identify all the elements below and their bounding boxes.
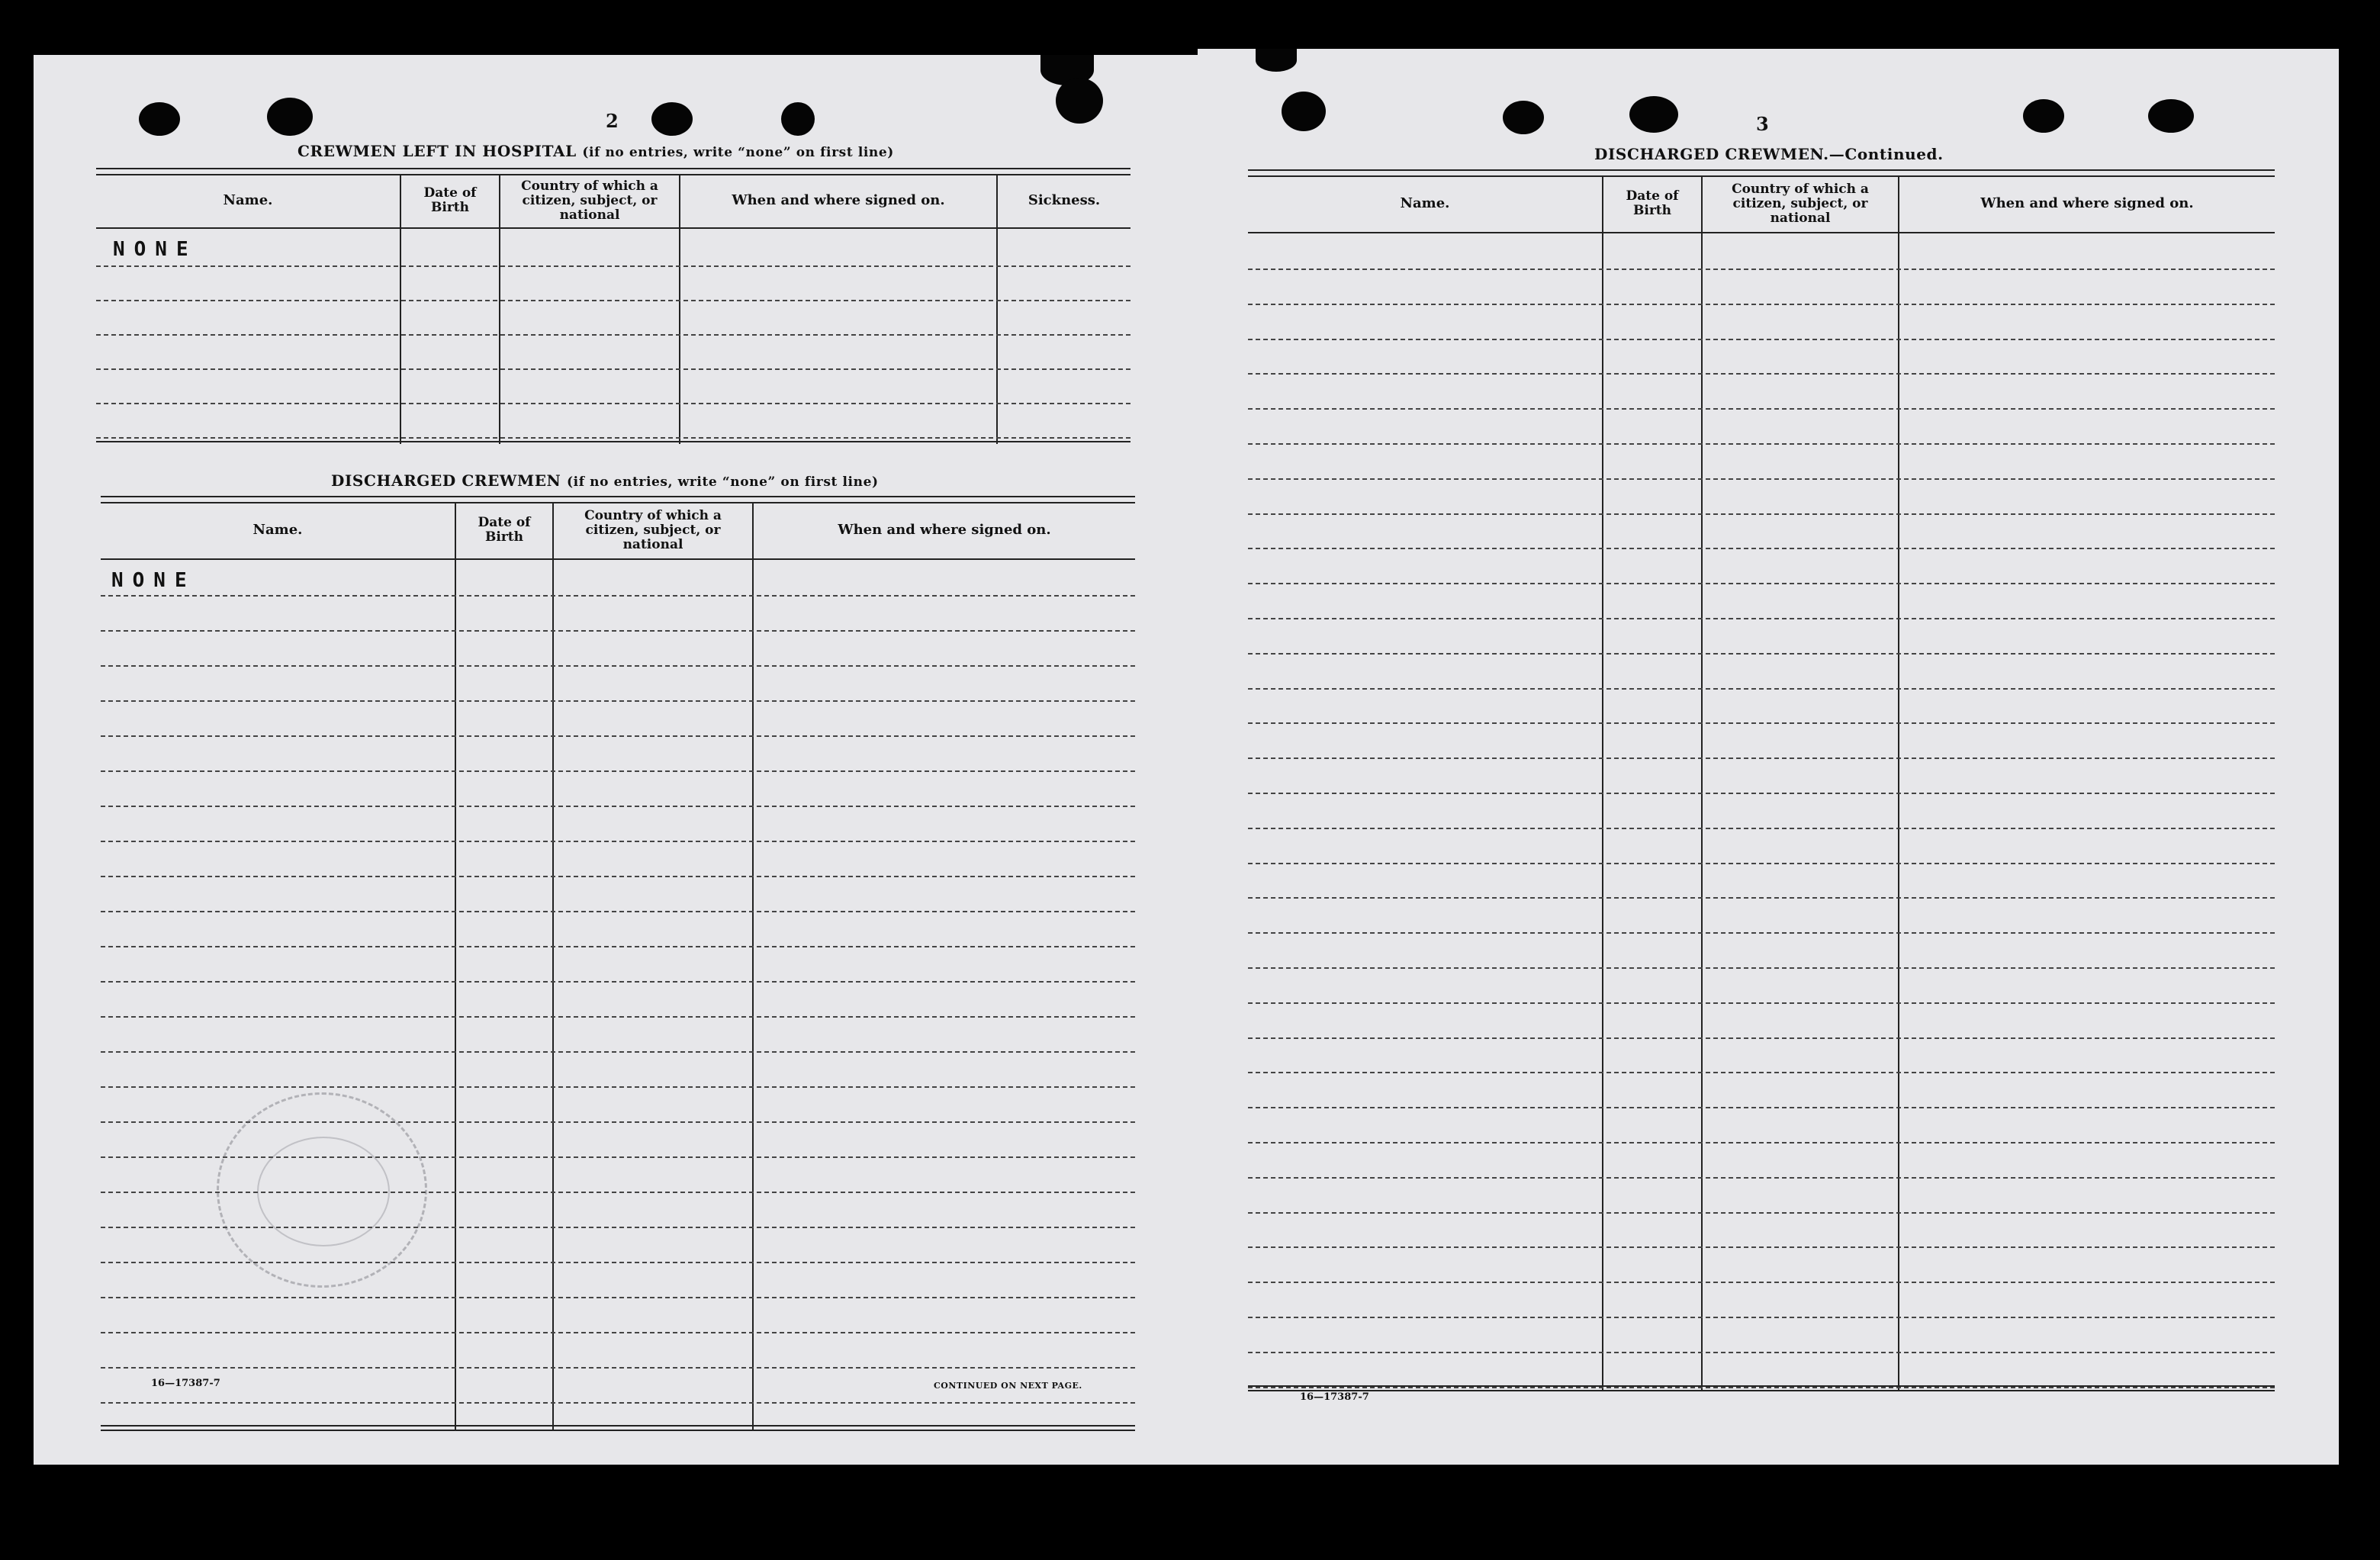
hospital-instruction: (if no entries, write “none” on first line) xyxy=(582,145,894,160)
page-number: 2 xyxy=(606,110,619,132)
table-row xyxy=(1248,269,2275,270)
col-header-name: Name. xyxy=(252,522,303,538)
col-header-name: Name. xyxy=(1400,195,1450,211)
table-row xyxy=(101,1332,1135,1333)
table-row xyxy=(1248,1037,2275,1039)
table-row xyxy=(1248,967,2275,969)
col-header-name: Name. xyxy=(223,192,273,208)
table-row xyxy=(101,1367,1135,1369)
form-number: 16—17387-7 xyxy=(151,1378,220,1389)
table-row xyxy=(101,1402,1135,1404)
discharged-continued-rows xyxy=(1248,233,2275,1388)
table-row xyxy=(1248,583,2275,584)
table-row xyxy=(1248,443,2275,445)
col-header-signed-on: When and where signed on. xyxy=(1980,195,2194,211)
punch-hole xyxy=(2148,99,2194,133)
continued-note: CONTINUED ON NEXT PAGE. xyxy=(934,1381,1082,1391)
table-row xyxy=(96,265,1130,267)
right-page-title: DISCHARGED CREWMEN.—Continued. xyxy=(1594,145,1944,163)
table-bottom-rule xyxy=(96,441,1130,442)
table-row xyxy=(101,1086,1135,1088)
table-row xyxy=(96,334,1130,336)
col-header-country: Country of which a citizen, subject, or national xyxy=(1732,181,1869,226)
table-row xyxy=(1248,339,2275,340)
table-row xyxy=(101,1297,1135,1298)
col-header-dob: Date of Birth xyxy=(1626,188,1679,218)
right-page xyxy=(1198,49,2339,1465)
hospital-entry: NONE xyxy=(113,238,198,261)
table-row xyxy=(101,665,1135,667)
punch-hole xyxy=(1282,92,1326,131)
hospital-rows xyxy=(96,229,1130,444)
page-number: 3 xyxy=(1756,113,1769,135)
table-row xyxy=(101,1016,1135,1018)
punch-hole xyxy=(267,98,313,136)
discharged-title: DISCHARGED CREWMEN xyxy=(331,471,561,490)
section-title-discharged xyxy=(331,471,879,490)
punch-hole xyxy=(1629,96,1678,133)
table-row xyxy=(101,770,1135,772)
table-row xyxy=(101,841,1135,842)
table-row xyxy=(101,735,1135,737)
col-header-country: Country of which a citizen, subject, or national xyxy=(584,507,722,552)
hospital-table xyxy=(96,168,1130,444)
table-row xyxy=(96,368,1130,370)
table-row xyxy=(1248,408,2275,410)
table-row xyxy=(96,403,1130,404)
table-row xyxy=(1248,304,2275,305)
punch-hole xyxy=(651,102,693,136)
table-row xyxy=(1248,688,2275,690)
table-row xyxy=(1248,1352,2275,1353)
punch-hole xyxy=(781,102,815,136)
table-row xyxy=(1248,653,2275,655)
punch-hole xyxy=(2023,99,2064,133)
punch-hole xyxy=(1056,78,1103,124)
table-row xyxy=(1248,478,2275,480)
discharged-instruction: (if no entries, write “none” on first line) xyxy=(567,474,879,490)
faded-stamp xyxy=(217,1092,427,1288)
table-row xyxy=(101,630,1135,632)
table-row xyxy=(1248,1212,2275,1214)
table-row xyxy=(1248,513,2275,515)
table-row xyxy=(1248,373,2275,375)
table-bottom-rule xyxy=(1248,1385,2275,1391)
table-row xyxy=(1248,1282,2275,1283)
table-row xyxy=(1248,863,2275,864)
table-row xyxy=(1248,1142,2275,1143)
table-row xyxy=(1248,1317,2275,1318)
table-row xyxy=(101,911,1135,912)
table-row xyxy=(101,946,1135,947)
table-row xyxy=(1248,1246,2275,1248)
table-row xyxy=(1248,932,2275,934)
table-row xyxy=(1248,828,2275,829)
table-row xyxy=(96,437,1130,439)
table-row xyxy=(1248,722,2275,724)
table-bottom-rule xyxy=(101,1425,1135,1431)
col-header-country: Country of which a citizen, subject, or national xyxy=(521,178,658,223)
table-row xyxy=(1248,1177,2275,1179)
form-number: 16—17387-7 xyxy=(1300,1391,1369,1403)
col-header-dob: Date of Birth xyxy=(478,515,531,545)
section-title-hospital xyxy=(298,142,894,160)
col-header-dob: Date of Birth xyxy=(423,185,477,215)
table-row xyxy=(1248,793,2275,794)
table-row xyxy=(101,876,1135,877)
col-header-sickness: Sickness. xyxy=(1028,192,1101,208)
col-header-signed-on: When and where signed on. xyxy=(838,522,1051,538)
table-row xyxy=(1248,1002,2275,1004)
hospital-title: CREWMEN LEFT IN HOSPITAL xyxy=(298,142,577,160)
punch-hole xyxy=(1503,101,1544,134)
left-page xyxy=(34,55,1198,1465)
discharged-rows xyxy=(101,560,1135,1430)
table-row xyxy=(96,300,1130,301)
table-row xyxy=(1248,1072,2275,1073)
table-row xyxy=(101,1051,1135,1053)
discharged-entry: NONE xyxy=(111,569,196,592)
discharged-table xyxy=(101,496,1135,1431)
col-header-signed-on: When and where signed on. xyxy=(732,192,945,208)
punch-hole xyxy=(139,102,180,136)
table-row xyxy=(1248,757,2275,759)
table-row xyxy=(101,595,1135,597)
torn-edge xyxy=(1256,49,1297,72)
discharged-continued-table xyxy=(1248,169,2275,1390)
table-row xyxy=(1248,548,2275,549)
table-row xyxy=(101,700,1135,702)
table-row xyxy=(1248,1107,2275,1108)
table-row xyxy=(1248,618,2275,619)
table-row xyxy=(101,806,1135,807)
table-row xyxy=(101,981,1135,983)
table-row xyxy=(1248,897,2275,899)
